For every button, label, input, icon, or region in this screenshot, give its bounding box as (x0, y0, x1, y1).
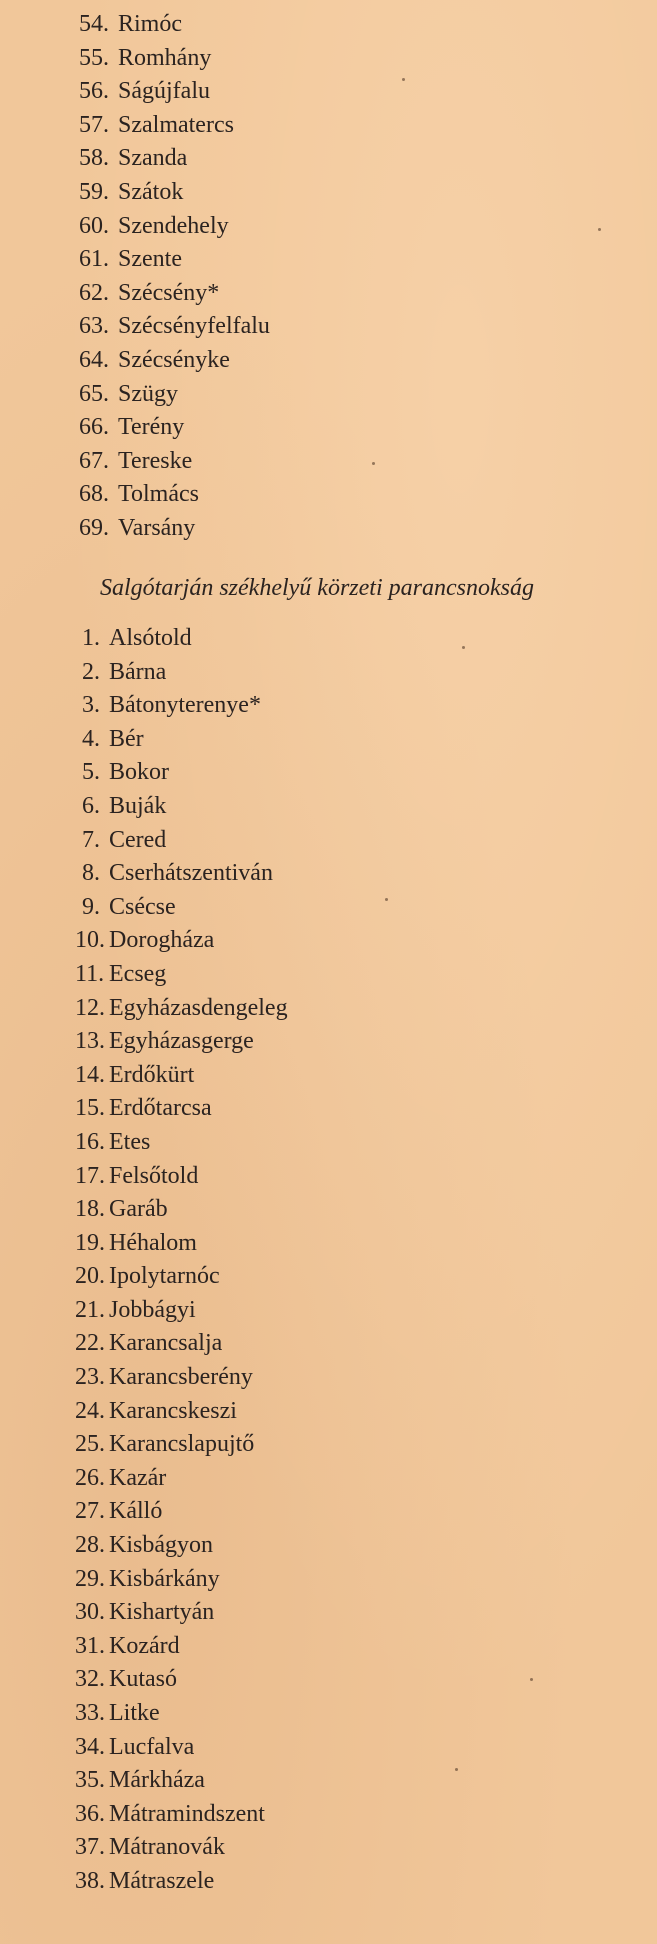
item-name: Szendehely (118, 212, 229, 239)
list-item (65, 445, 270, 479)
item-name: Karancsalja (109, 1330, 223, 1357)
item-number: 31. (75, 1632, 105, 1659)
item-name: Szécsény* (118, 279, 220, 306)
list-item (65, 310, 270, 344)
list-item (75, 622, 288, 656)
item-name: Cserhátszentiván (109, 860, 273, 887)
item-name: Szécsényke (118, 346, 230, 373)
item-name: Szanda (118, 145, 188, 172)
list-item (75, 1092, 288, 1126)
item-name: Dorogháza (109, 927, 215, 954)
list-item (75, 992, 288, 1026)
list-item (75, 958, 288, 992)
item-number: 60. (79, 212, 109, 239)
item-number: 64. (79, 346, 109, 373)
item-number: 6. (82, 792, 100, 819)
list-item (75, 1428, 288, 1462)
item-number: 13. (75, 1028, 105, 1055)
list-item (75, 1495, 288, 1529)
item-name: Romhány (118, 44, 212, 71)
list-item (75, 1059, 288, 1093)
item-name: Tolmács (118, 481, 199, 508)
item-name: Lucfalva (109, 1733, 195, 1760)
item-name: Szalmatercs (118, 111, 234, 138)
item-name: Litke (109, 1700, 160, 1726)
municipality-list-salgotarjan (75, 622, 288, 1899)
paper-speck (385, 898, 388, 901)
item-name: Mátranovák (109, 1834, 225, 1861)
list-item (75, 1596, 288, 1630)
item-name: Bér (109, 725, 144, 752)
item-name: Kisbárkány (109, 1565, 220, 1592)
item-name: Szügy (118, 380, 178, 407)
item-name: Etes (109, 1128, 151, 1155)
list-item (65, 210, 270, 244)
item-number: 8. (82, 860, 100, 887)
item-name: Karancslapujtő (109, 1431, 255, 1458)
item-number: 29. (75, 1565, 105, 1592)
item-name: Csécse (109, 893, 176, 920)
item-number: 35. (75, 1767, 105, 1794)
item-name: Mátramindszent (109, 1800, 265, 1827)
list-item (75, 1361, 288, 1395)
list-item (75, 1697, 288, 1731)
item-number: 55. (79, 44, 109, 71)
list-item (75, 1563, 288, 1597)
item-number: 67. (79, 447, 109, 474)
item-number: 30. (75, 1599, 105, 1626)
item-name: Karancsberény (109, 1364, 253, 1391)
item-number: 63. (79, 313, 109, 340)
item-name: Ipolytarnóc (109, 1263, 220, 1290)
list-item (65, 512, 270, 546)
list-item (75, 824, 288, 858)
item-number: 58. (79, 145, 109, 172)
item-name: Cered (109, 826, 167, 853)
list-item (75, 1798, 288, 1832)
list-item (65, 344, 270, 378)
paper-speck (402, 78, 405, 81)
list-item (75, 1327, 288, 1361)
item-number: 66. (79, 414, 109, 441)
list-item (65, 478, 270, 512)
list-item (65, 8, 270, 42)
item-name: Erdőkürt (109, 1061, 195, 1088)
list-item (75, 857, 288, 891)
item-number: 38. (75, 1867, 105, 1894)
item-name: Kálló (109, 1498, 163, 1525)
item-number: 4. (82, 725, 100, 752)
item-number: 19. (75, 1229, 105, 1256)
municipality-list-continued (65, 8, 270, 546)
item-number: 36. (75, 1800, 105, 1827)
list-item (75, 756, 288, 790)
item-name: Egyházasgerge (109, 1028, 254, 1055)
list-item (75, 1126, 288, 1160)
item-name: Karancskeszi (109, 1397, 237, 1424)
item-name: Garáb (109, 1196, 168, 1223)
item-name: Jobbágyi (109, 1296, 196, 1323)
item-name: Tereske (118, 447, 193, 474)
item-name: Bokor (109, 759, 169, 786)
item-number: 65. (79, 380, 109, 407)
item-name: Kutasó (109, 1666, 177, 1693)
item-number: 24. (75, 1397, 105, 1424)
item-name: Egyházasdengeleg (109, 994, 288, 1021)
item-number: 15. (75, 1095, 105, 1122)
list-item (65, 176, 270, 210)
paper-speck (372, 462, 375, 465)
list-item (75, 723, 288, 757)
list-item (75, 891, 288, 925)
item-number: 20. (75, 1263, 105, 1290)
list-item (75, 924, 288, 958)
item-number: 16. (75, 1128, 105, 1155)
item-name: Márkháza (109, 1767, 205, 1794)
list-item (75, 1731, 288, 1765)
item-name: Erdőtarcsa (109, 1095, 212, 1122)
list-item (65, 109, 270, 143)
item-number: 17. (75, 1162, 105, 1189)
item-number: 11. (75, 960, 105, 987)
list-item (75, 1395, 288, 1429)
item-name: Kazár (109, 1464, 167, 1491)
item-name: Szécsényfelfalu (118, 313, 270, 340)
list-item (75, 1865, 288, 1899)
list-item (75, 1831, 288, 1865)
item-number: 18. (75, 1196, 105, 1223)
item-number: 22. (75, 1330, 105, 1357)
list-item (75, 1160, 288, 1194)
item-number: 25. (75, 1431, 105, 1458)
item-number: 27. (75, 1498, 105, 1525)
item-name: Szente (118, 246, 182, 273)
paper-speck (598, 228, 601, 231)
item-number: 9. (82, 893, 100, 920)
item-name: Bárna (109, 658, 167, 685)
item-name: Bátonyterenye* (109, 692, 261, 719)
item-name: Kisbágyon (109, 1532, 213, 1559)
section-heading: Salgótarján székhelyű körzeti parancsnokság (100, 575, 534, 601)
item-number: 2. (82, 658, 100, 685)
item-number: 21. (75, 1296, 105, 1323)
paper-speck (462, 646, 465, 649)
item-name: Héhalom (109, 1229, 197, 1256)
list-item (75, 1529, 288, 1563)
item-number: 69. (79, 514, 109, 541)
list-item (75, 1630, 288, 1664)
item-number: 54. (79, 11, 109, 37)
item-name: Alsótold (109, 625, 192, 651)
list-item (75, 689, 288, 723)
list-item (75, 1025, 288, 1059)
list-item (75, 1193, 288, 1227)
list-item (75, 1260, 288, 1294)
item-name: Terény (118, 414, 185, 441)
item-number: 1. (82, 625, 100, 651)
item-number: 10. (75, 927, 105, 954)
list-item (75, 1227, 288, 1261)
item-number: 56. (79, 78, 109, 105)
item-number: 28. (75, 1532, 105, 1559)
list-item (75, 1764, 288, 1798)
item-name: Ecseg (109, 960, 167, 987)
item-name: Kozárd (109, 1632, 180, 1659)
list-item (65, 142, 270, 176)
list-item (65, 277, 270, 311)
list-item (75, 1294, 288, 1328)
item-number: 33. (75, 1700, 105, 1726)
item-name: Buják (109, 792, 167, 819)
item-number: 57. (79, 111, 109, 138)
item-name: Szátok (118, 178, 184, 205)
item-number: 23. (75, 1364, 105, 1391)
item-number: 37. (75, 1834, 105, 1861)
item-name: Mátraszele (109, 1867, 215, 1894)
list-item (65, 243, 270, 277)
list-item (75, 656, 288, 690)
list-item (65, 75, 270, 109)
list-item (75, 790, 288, 824)
item-number: 59. (79, 178, 109, 205)
paper-speck (455, 1768, 458, 1771)
item-number: 12. (75, 994, 105, 1021)
item-name: Kishartyán (109, 1599, 215, 1626)
item-name: Rimóc (118, 11, 182, 37)
paper-speck (530, 1678, 533, 1681)
item-number: 32. (75, 1666, 105, 1693)
item-name: Varsány (118, 514, 196, 541)
item-number: 3. (82, 692, 100, 719)
list-item (65, 411, 270, 445)
item-number: 26. (75, 1464, 105, 1491)
list-item (75, 1663, 288, 1697)
item-name: Felsőtold (109, 1162, 199, 1189)
item-number: 34. (75, 1733, 105, 1760)
list-item (75, 1462, 288, 1496)
list-item (65, 42, 270, 76)
item-number: 5. (82, 759, 100, 786)
list-item (65, 378, 270, 412)
item-number: 68. (79, 481, 109, 508)
item-number: 7. (82, 826, 100, 853)
item-number: 61. (79, 246, 109, 273)
item-name: Ságújfalu (118, 78, 210, 105)
item-number: 14. (75, 1061, 105, 1088)
item-number: 62. (79, 279, 109, 306)
